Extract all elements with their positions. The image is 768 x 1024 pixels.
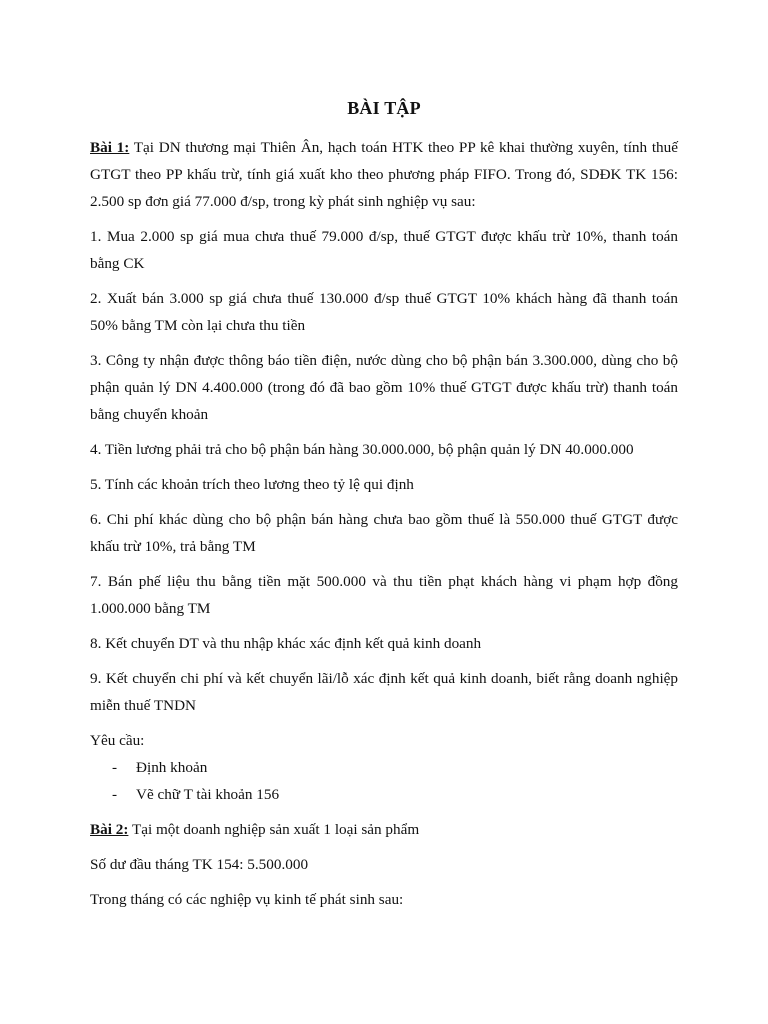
bai2-opening-balance: Số dư đầu tháng TK 154: 5.500.000	[90, 856, 309, 873]
bai1-item-9: 9. Kết chuyển chi phí và kết chuyển lãi/lỗ xác định kết quả kinh doanh, biết rằng doanh nghiệp miễn thuế TNDN	[90, 670, 678, 714]
list-dash: -	[112, 786, 118, 803]
bai1-item-5: 5. Tính các khoản trích theo lương theo tỷ lệ qui định	[90, 476, 414, 493]
bai2-intro-paragraph	[90, 816, 678, 843]
bai1-item-7: 7. Bán phế liệu thu bằng tiền mặt 500.000 và thu tiền phạt khách hàng vi phạm hợp đồng 1.000.000 bằng TM	[90, 573, 678, 617]
bai1-item-3: 3. Công ty nhận được thông báo tiền điện, nước dùng cho bộ phận bán 3.300.000, dùng cho bộ phận quản lý DN 4.400.000 (trong đó đã bao gồm 10% thuế GTGT được khấu trừ) thanh toán bằng chuyển khoản	[90, 352, 678, 423]
requirement-text: Định khoản	[136, 759, 208, 776]
bai1-item-6: 6. Chi phí khác dùng cho bộ phận bán hàng chưa bao gồm thuế là 550.000 thuế GTGT được khấu trừ 10%, trả bằng TM	[90, 511, 678, 555]
requirement-text: Vẽ chữ T tài khoản 156	[136, 786, 280, 803]
bai1-intro-text: Tại DN thương mại Thiên Ân, hạch toán HTK theo PP kê khai thường xuyên, tính thuế GTGT theo PP khấu trừ, tính giá xuất kho theo phương pháp FIFO. Trong đó, SDĐK TK 156: 2.500 sp đơn giá 77.000 đ/sp, trong kỳ phát sinh nghiệp vụ sau:	[90, 139, 678, 210]
bai1-intro-paragraph	[90, 134, 678, 215]
requirement-label: Yêu cầu:	[90, 732, 145, 749]
requirement-item	[90, 781, 678, 808]
bai1-item-1: 1. Mua 2.000 sp giá mua chưa thuế 79.000 đ/sp, thuế GTGT được khấu trừ 10%, thanh toán bằng CK	[90, 228, 678, 272]
bai2-label: Bài 2:	[90, 821, 129, 838]
page-title: BÀI TẬP	[347, 98, 421, 118]
list-dash: -	[112, 759, 118, 776]
requirement-item	[90, 754, 678, 781]
bai1-label: Bài 1:	[90, 139, 130, 156]
bai1-item-4: 4. Tiền lương phải trả cho bộ phận bán hàng 30.000.000, bộ phận quản lý DN 40.000.000	[90, 441, 634, 458]
bai1-item-2: 2. Xuất bán 3.000 sp giá chưa thuế 130.000 đ/sp thuế GTGT 10% khách hàng đã thanh toán 50% bằng TM còn lại chưa thu tiền	[90, 290, 678, 334]
bai2-intro-text: Tại một doanh nghiệp sản xuất 1 loại sản phẩm	[131, 821, 420, 838]
bai1-item-8: 8. Kết chuyển DT và thu nhập khác xác định kết quả kinh doanh	[90, 635, 482, 652]
requirement-list	[90, 754, 678, 808]
bai2-transactions-intro: Trong tháng có các nghiệp vụ kinh tế phát sinh sau:	[90, 891, 404, 908]
